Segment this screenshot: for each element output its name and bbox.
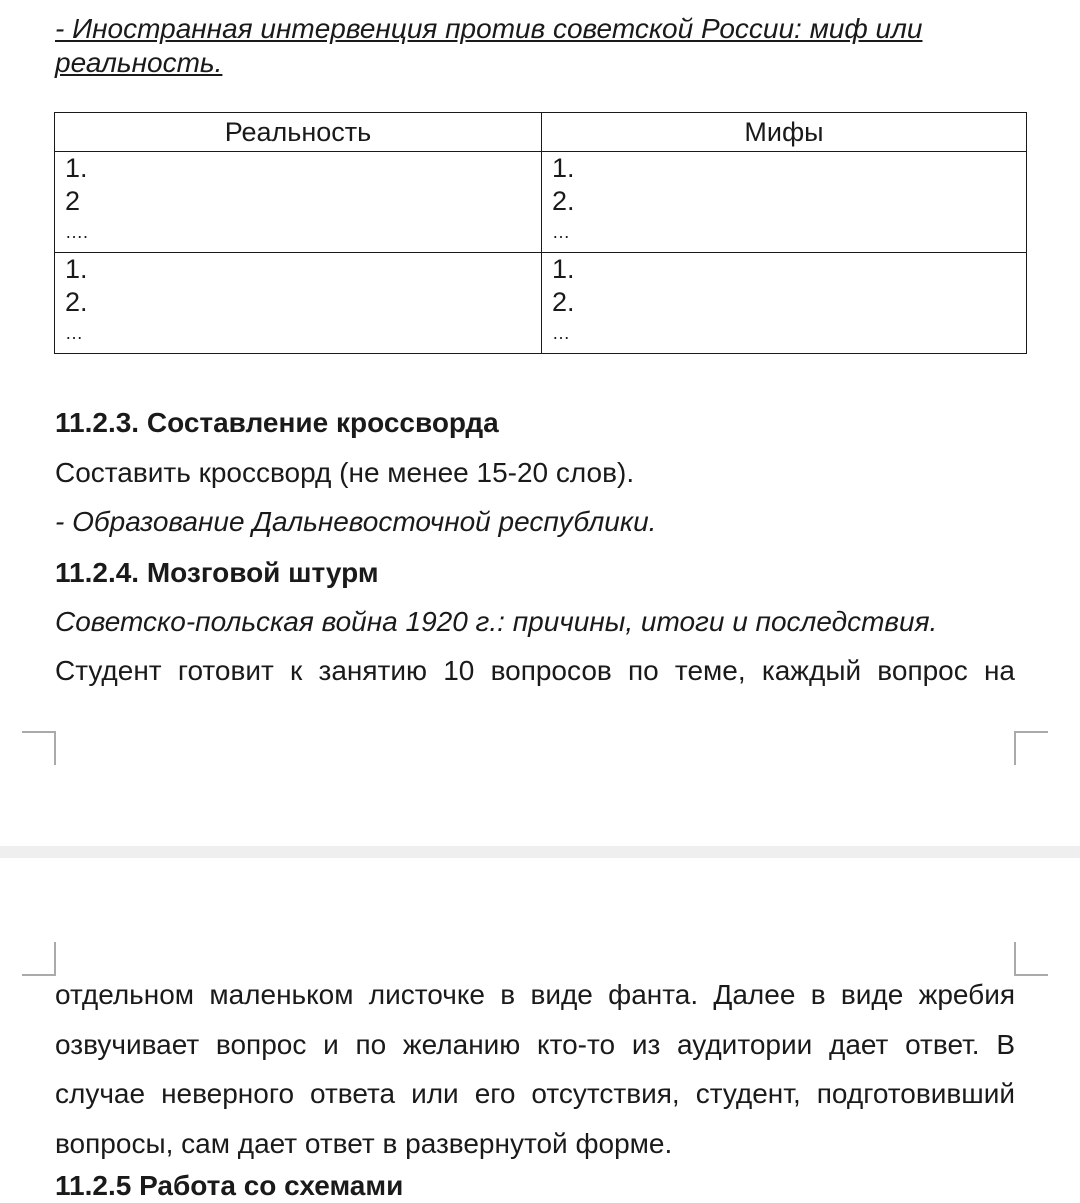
- cell-line: 2.: [551, 186, 575, 216]
- crossword-topic: - Образование Дальневосточной республики.: [55, 506, 657, 537]
- page-margin-corner-mark: [22, 731, 56, 765]
- table-header-myths: Мифы: [541, 113, 1026, 152]
- page-margin-corner-mark: [1014, 942, 1048, 976]
- table-row: [55, 152, 1027, 253]
- table-cell: [541, 253, 1026, 354]
- cell-line: 2.: [65, 287, 88, 317]
- cell-line: …: [551, 323, 570, 343]
- table-cell: [55, 152, 542, 253]
- text-line: случае неверного ответа или его отсутствия, студент, подготовивший: [55, 1078, 1015, 1109]
- table-row: [55, 253, 1027, 354]
- table-header-reality: Реальность: [55, 113, 542, 152]
- brainstorm-topic: Советско-польская война 1920 г.: причины, итоги и последствия.: [55, 606, 938, 637]
- section-heading-crossword: 11.2.3. Составление кроссворда: [55, 407, 499, 438]
- cell-line: 1.: [65, 153, 88, 183]
- text-line: вопросы, сам дает ответ в развернутой форме.: [55, 1127, 673, 1159]
- cell-line: 1.: [65, 254, 88, 284]
- intro-topic: - Иностранная интервенция против советской России: миф или реальность.: [55, 13, 923, 78]
- cell-line: 2.: [551, 287, 575, 317]
- reality-myths-table: [54, 112, 1027, 354]
- brainstorm-text-continued: [55, 970, 1015, 1168]
- brainstorm-text-start: Студент готовит к занятию 10 вопросов по теме, каждый вопрос на: [55, 655, 1015, 686]
- cell-line: 1.: [551, 153, 575, 183]
- section-heading-schemes: 11.2.5 Работа со схемами: [55, 1170, 404, 1201]
- text-line: отдельном маленьком листочке в виде фанта. Далее в виде жребия: [55, 979, 1015, 1010]
- table-cell: [55, 253, 542, 354]
- crossword-task: Составить кроссворд (не менее 15-20 слов).: [55, 457, 635, 488]
- cell-line: 1.: [551, 254, 575, 284]
- text-line: озвучивает вопрос и по желанию кто-то из аудитории дает ответ. В: [55, 1028, 1015, 1060]
- document-page-2: [0, 858, 1080, 1201]
- cell-line: ….: [65, 222, 89, 242]
- page-margin-corner-mark: [1014, 731, 1048, 765]
- cell-line: 2: [65, 186, 81, 216]
- section-heading-brainstorm: 11.2.4. Мозговой штурм: [55, 557, 379, 588]
- cell-line: …: [551, 222, 570, 242]
- cell-line: …: [65, 323, 83, 343]
- page-separator: [0, 846, 1080, 858]
- table-cell: [541, 152, 1026, 253]
- page-margin-corner-mark: [22, 942, 56, 976]
